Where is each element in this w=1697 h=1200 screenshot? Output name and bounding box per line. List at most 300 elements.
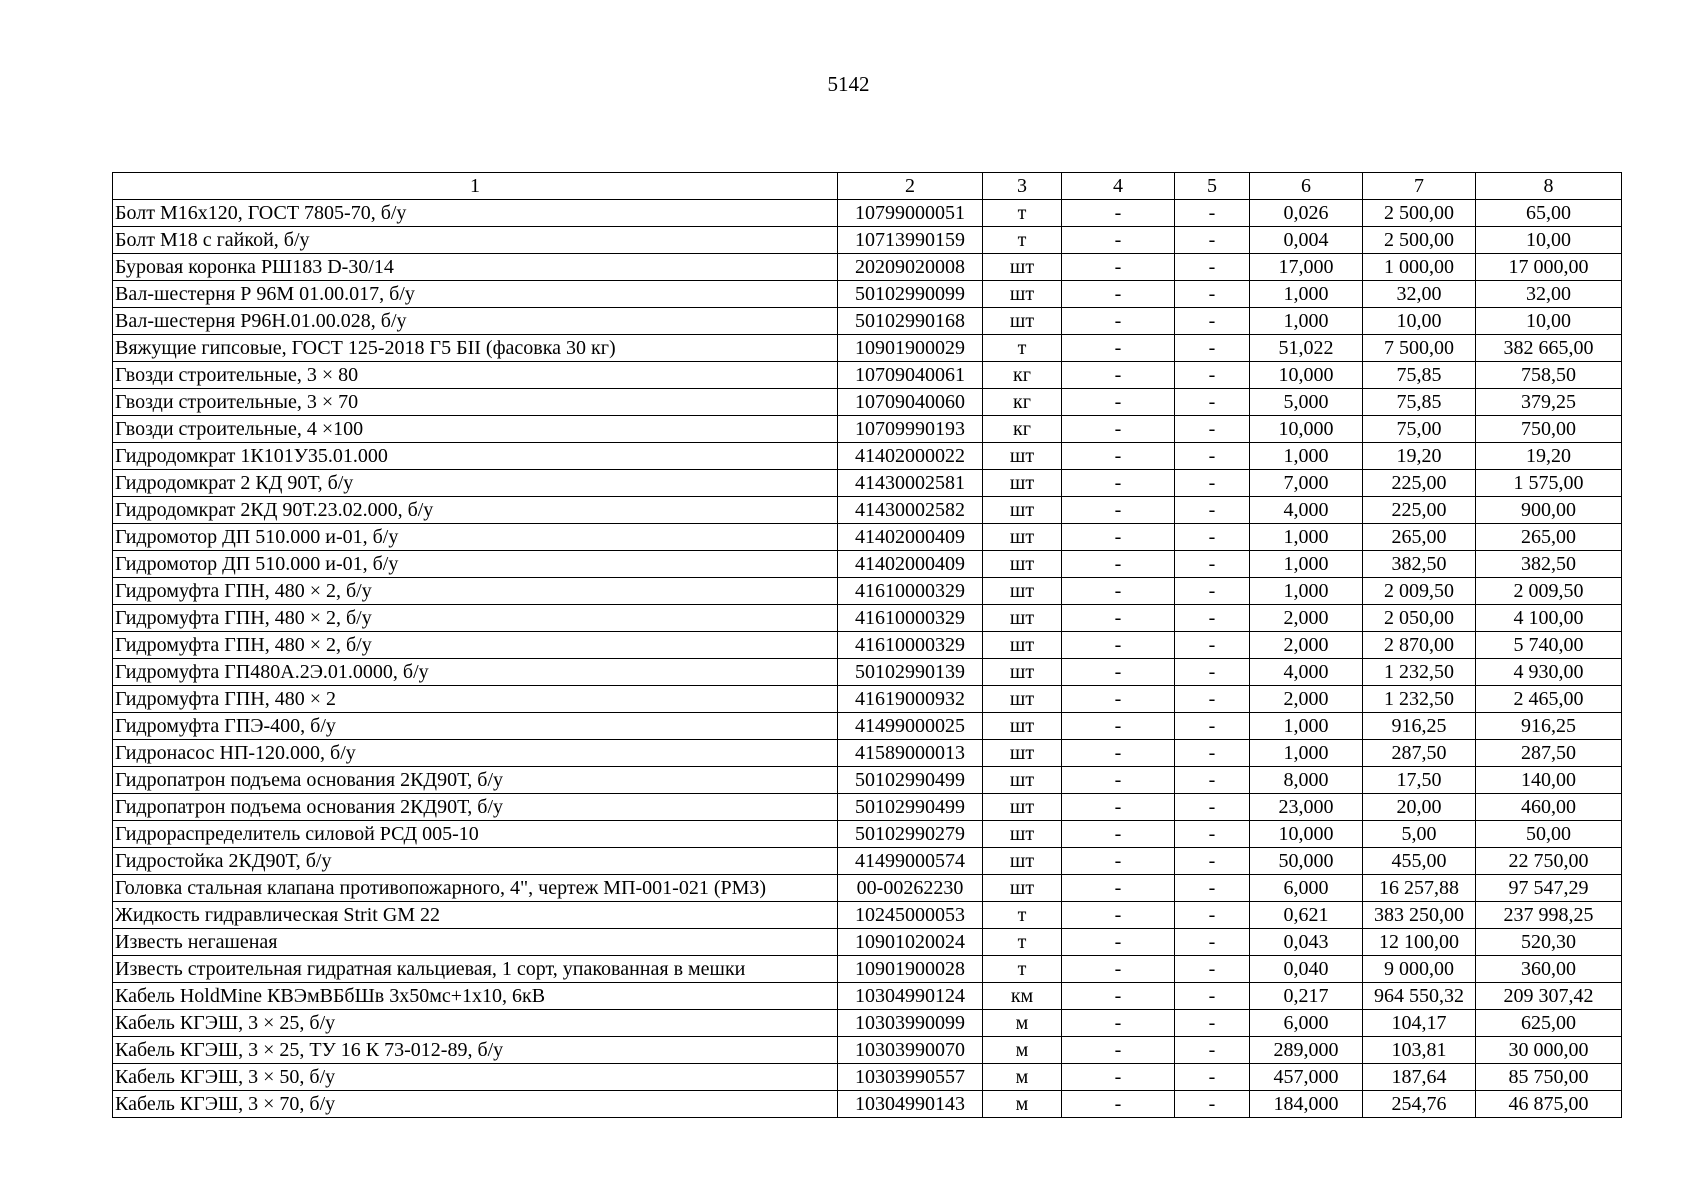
col5-cell: - [1175, 956, 1250, 983]
quantity-cell: 1,000 [1250, 713, 1363, 740]
col5-cell: - [1175, 1064, 1250, 1091]
col5-cell: - [1175, 281, 1250, 308]
sum-cell: 360,00 [1476, 956, 1622, 983]
unit-cell: шт [983, 578, 1062, 605]
item-code-cell: 10304990143 [838, 1091, 983, 1118]
table-row [113, 929, 1622, 956]
col4-cell: - [1062, 740, 1175, 767]
quantity-cell: 10,000 [1250, 416, 1363, 443]
quantity-cell: 10,000 [1250, 362, 1363, 389]
col4-cell: - [1062, 308, 1175, 335]
table-row [113, 281, 1622, 308]
quantity-cell: 1,000 [1250, 578, 1363, 605]
table-row [113, 848, 1622, 875]
item-name-cell: Гидропатрон подъема основания 2КД90Т, б/у [113, 794, 838, 821]
table-row [113, 200, 1622, 227]
unit-cell: т [983, 956, 1062, 983]
item-code-cell: 10245000053 [838, 902, 983, 929]
price-cell: 287,50 [1363, 740, 1476, 767]
col5-cell: - [1175, 686, 1250, 713]
table-body [113, 200, 1622, 1118]
col4-cell: - [1062, 335, 1175, 362]
col5-cell: - [1175, 389, 1250, 416]
item-name-cell: Гидромуфта ГПН, 480 × 2 [113, 686, 838, 713]
price-cell: 964 550,32 [1363, 983, 1476, 1010]
sum-cell: 65,00 [1476, 200, 1622, 227]
item-code-cell: 10303990557 [838, 1064, 983, 1091]
price-cell: 20,00 [1363, 794, 1476, 821]
price-cell: 19,20 [1363, 443, 1476, 470]
col4-cell: - [1062, 200, 1175, 227]
col5-cell: - [1175, 335, 1250, 362]
item-name-cell: Гидромуфта ГПН, 480 × 2, б/у [113, 605, 838, 632]
sum-cell: 2 465,00 [1476, 686, 1622, 713]
col5-cell: - [1175, 848, 1250, 875]
item-name-cell: Гидродомкрат 2КД 90Т.23.02.000, б/у [113, 497, 838, 524]
quantity-cell: 0,043 [1250, 929, 1363, 956]
item-name-cell: Гидродомкрат 2 КД 90Т, б/у [113, 470, 838, 497]
col5-cell: - [1175, 902, 1250, 929]
quantity-cell: 0,217 [1250, 983, 1363, 1010]
unit-cell: шт [983, 605, 1062, 632]
price-cell: 75,85 [1363, 362, 1476, 389]
item-name-cell: Гидронасос НП-120.000, б/у [113, 740, 838, 767]
table-row [113, 875, 1622, 902]
unit-cell: шт [983, 470, 1062, 497]
quantity-cell: 4,000 [1250, 659, 1363, 686]
item-code-cell: 50102990499 [838, 794, 983, 821]
table-row [113, 470, 1622, 497]
unit-cell: шт [983, 740, 1062, 767]
col4-cell: - [1062, 767, 1175, 794]
unit-cell: м [983, 1064, 1062, 1091]
sum-cell: 382,50 [1476, 551, 1622, 578]
table-row [113, 767, 1622, 794]
price-cell: 2 500,00 [1363, 227, 1476, 254]
sum-cell: 750,00 [1476, 416, 1622, 443]
item-code-cell: 41589000013 [838, 740, 983, 767]
table-row [113, 1064, 1622, 1091]
item-name-cell: Гидромуфта ГПН, 480 × 2, б/у [113, 632, 838, 659]
table-row [113, 902, 1622, 929]
sum-cell: 32,00 [1476, 281, 1622, 308]
item-code-cell: 20209020008 [838, 254, 983, 281]
item-code-cell: 50102990279 [838, 821, 983, 848]
unit-cell: шт [983, 632, 1062, 659]
price-cell: 1 232,50 [1363, 659, 1476, 686]
col4-cell: - [1062, 254, 1175, 281]
sum-cell: 900,00 [1476, 497, 1622, 524]
item-name-cell: Жидкость гидравлическая Strit GM 22 [113, 902, 838, 929]
quantity-cell: 7,000 [1250, 470, 1363, 497]
table-row [113, 821, 1622, 848]
item-name-cell: Головка стальная клапана противопожарного, 4", чертеж МП-001-021 (РМЗ) [113, 875, 838, 902]
col5-cell: - [1175, 713, 1250, 740]
column-header: 4 [1062, 173, 1175, 200]
sum-cell: 625,00 [1476, 1010, 1622, 1037]
col4-cell: - [1062, 956, 1175, 983]
col5-cell: - [1175, 578, 1250, 605]
col4-cell: - [1062, 443, 1175, 470]
table-row [113, 443, 1622, 470]
price-cell: 12 100,00 [1363, 929, 1476, 956]
item-code-cell: 10709040060 [838, 389, 983, 416]
table-row [113, 659, 1622, 686]
col5-cell: - [1175, 1010, 1250, 1037]
quantity-cell: 1,000 [1250, 524, 1363, 551]
col5-cell: - [1175, 443, 1250, 470]
price-cell: 382,50 [1363, 551, 1476, 578]
col4-cell: - [1062, 470, 1175, 497]
price-cell: 225,00 [1363, 497, 1476, 524]
unit-cell: м [983, 1037, 1062, 1064]
item-code-cell: 41430002582 [838, 497, 983, 524]
unit-cell: шт [983, 767, 1062, 794]
column-header: 3 [983, 173, 1062, 200]
col5-cell: - [1175, 308, 1250, 335]
item-name-cell: Гидромотор ДП 510.000 и-01, б/у [113, 524, 838, 551]
sum-cell: 265,00 [1476, 524, 1622, 551]
col4-cell: - [1062, 281, 1175, 308]
unit-cell: шт [983, 308, 1062, 335]
col4-cell: - [1062, 794, 1175, 821]
unit-cell: км [983, 983, 1062, 1010]
price-cell: 1 232,50 [1363, 686, 1476, 713]
col5-cell: - [1175, 632, 1250, 659]
price-cell: 2 009,50 [1363, 578, 1476, 605]
quantity-cell: 1,000 [1250, 443, 1363, 470]
table-row [113, 1010, 1622, 1037]
price-cell: 103,81 [1363, 1037, 1476, 1064]
table-row [113, 740, 1622, 767]
table-row [113, 1091, 1622, 1118]
unit-cell: шт [983, 281, 1062, 308]
sum-cell: 4 100,00 [1476, 605, 1622, 632]
item-code-cell: 41402000022 [838, 443, 983, 470]
quantity-cell: 5,000 [1250, 389, 1363, 416]
col4-cell: - [1062, 605, 1175, 632]
sum-cell: 379,25 [1476, 389, 1622, 416]
item-code-cell: 41619000932 [838, 686, 983, 713]
quantity-cell: 1,000 [1250, 308, 1363, 335]
table-row [113, 983, 1622, 1010]
price-cell: 916,25 [1363, 713, 1476, 740]
unit-cell: шт [983, 659, 1062, 686]
item-name-cell: Вяжущие гипсовые, ГОСТ 125-2018 Г5 БII (фасовка 30 кг) [113, 335, 838, 362]
item-name-cell: Гвозди строительные, 4 ×100 [113, 416, 838, 443]
item-code-cell: 50102990499 [838, 767, 983, 794]
table-row [113, 794, 1622, 821]
price-cell: 2 050,00 [1363, 605, 1476, 632]
item-name-cell: Гвозди строительные, 3 × 70 [113, 389, 838, 416]
col5-cell: - [1175, 794, 1250, 821]
table-row [113, 713, 1622, 740]
item-code-cell: 10901900028 [838, 956, 983, 983]
item-name-cell: Гидромотор ДП 510.000 и-01, б/у [113, 551, 838, 578]
sum-cell: 520,30 [1476, 929, 1622, 956]
table-row [113, 551, 1622, 578]
quantity-cell: 457,000 [1250, 1064, 1363, 1091]
quantity-cell: 23,000 [1250, 794, 1363, 821]
sum-cell: 22 750,00 [1476, 848, 1622, 875]
price-cell: 455,00 [1363, 848, 1476, 875]
price-cell: 9 000,00 [1363, 956, 1476, 983]
column-header: 1 [113, 173, 838, 200]
col5-cell: - [1175, 767, 1250, 794]
unit-cell: шт [983, 524, 1062, 551]
item-name-cell: Известь негашеная [113, 929, 838, 956]
quantity-cell: 0,026 [1250, 200, 1363, 227]
sum-cell: 4 930,00 [1476, 659, 1622, 686]
item-name-cell: Вал-шестерня Р 96М 01.00.017, б/у [113, 281, 838, 308]
sum-cell: 1 575,00 [1476, 470, 1622, 497]
price-cell: 32,00 [1363, 281, 1476, 308]
unit-cell: шт [983, 713, 1062, 740]
column-header: 7 [1363, 173, 1476, 200]
quantity-cell: 2,000 [1250, 686, 1363, 713]
table-row [113, 362, 1622, 389]
unit-cell: шт [983, 875, 1062, 902]
quantity-cell: 4,000 [1250, 497, 1363, 524]
col4-cell: - [1062, 983, 1175, 1010]
item-name-cell: Кабель КГЭШ, 3 × 70, б/у [113, 1091, 838, 1118]
sum-cell: 97 547,29 [1476, 875, 1622, 902]
sum-cell: 140,00 [1476, 767, 1622, 794]
table-row [113, 227, 1622, 254]
unit-cell: т [983, 902, 1062, 929]
quantity-cell: 2,000 [1250, 632, 1363, 659]
item-code-cell: 10304990124 [838, 983, 983, 1010]
item-code-cell: 00-00262230 [838, 875, 983, 902]
item-code-cell: 10901020024 [838, 929, 983, 956]
table-row [113, 956, 1622, 983]
sum-cell: 50,00 [1476, 821, 1622, 848]
unit-cell: т [983, 929, 1062, 956]
column-header: 8 [1476, 173, 1622, 200]
quantity-cell: 289,000 [1250, 1037, 1363, 1064]
col5-cell: - [1175, 1091, 1250, 1118]
item-code-cell: 50102990168 [838, 308, 983, 335]
item-name-cell: Гидрораспределитель силовой РСД 005-10 [113, 821, 838, 848]
col5-cell: - [1175, 875, 1250, 902]
sum-cell: 5 740,00 [1476, 632, 1622, 659]
col5-cell: - [1175, 1037, 1250, 1064]
col4-cell: - [1062, 578, 1175, 605]
price-cell: 2 870,00 [1363, 632, 1476, 659]
unit-cell: шт [983, 686, 1062, 713]
col4-cell: - [1062, 848, 1175, 875]
col5-cell: - [1175, 470, 1250, 497]
col5-cell: - [1175, 929, 1250, 956]
price-cell: 7 500,00 [1363, 335, 1476, 362]
col4-cell: - [1062, 875, 1175, 902]
unit-cell: шт [983, 497, 1062, 524]
item-code-cell: 50102990139 [838, 659, 983, 686]
quantity-cell: 184,000 [1250, 1091, 1363, 1118]
table-row [113, 497, 1622, 524]
sum-cell: 85 750,00 [1476, 1064, 1622, 1091]
sum-cell: 287,50 [1476, 740, 1622, 767]
table-row [113, 1037, 1622, 1064]
table-row [113, 686, 1622, 713]
quantity-cell: 1,000 [1250, 551, 1363, 578]
sum-cell: 19,20 [1476, 443, 1622, 470]
item-name-cell: Гвозди строительные, 3 × 80 [113, 362, 838, 389]
col4-cell: - [1062, 497, 1175, 524]
item-name-cell: Известь строительная гидратная кальциевая, 1 сорт, упакованная в мешки [113, 956, 838, 983]
table-header-row [113, 173, 1622, 200]
item-name-cell: Буровая коронка РШ183 D-30/14 [113, 254, 838, 281]
price-cell: 75,85 [1363, 389, 1476, 416]
col5-cell: - [1175, 605, 1250, 632]
item-code-cell: 41402000409 [838, 524, 983, 551]
table-row [113, 416, 1622, 443]
col4-cell: - [1062, 551, 1175, 578]
col5-cell: - [1175, 416, 1250, 443]
unit-cell: шт [983, 443, 1062, 470]
sum-cell: 382 665,00 [1476, 335, 1622, 362]
item-code-cell: 41610000329 [838, 605, 983, 632]
table-row [113, 578, 1622, 605]
item-name-cell: Кабель HoldMine КВЭмВБбШв 3х50мс+1х10, 6кВ [113, 983, 838, 1010]
quantity-cell: 17,000 [1250, 254, 1363, 281]
sum-cell: 237 998,25 [1476, 902, 1622, 929]
price-cell: 225,00 [1363, 470, 1476, 497]
column-header: 5 [1175, 173, 1250, 200]
item-name-cell: Болт М16х120, ГОСТ 7805-70, б/у [113, 200, 838, 227]
table-row [113, 389, 1622, 416]
unit-cell: кг [983, 362, 1062, 389]
sum-cell: 2 009,50 [1476, 578, 1622, 605]
price-cell: 16 257,88 [1363, 875, 1476, 902]
item-name-cell: Кабель КГЭШ, 3 × 25, ТУ 16 К 73-012-89, б/у [113, 1037, 838, 1064]
quantity-cell: 1,000 [1250, 281, 1363, 308]
price-cell: 254,76 [1363, 1091, 1476, 1118]
col5-cell: - [1175, 200, 1250, 227]
sum-cell: 46 875,00 [1476, 1091, 1622, 1118]
price-cell: 1 000,00 [1363, 254, 1476, 281]
col5-cell: - [1175, 551, 1250, 578]
price-cell: 265,00 [1363, 524, 1476, 551]
col5-cell: - [1175, 983, 1250, 1010]
table-row [113, 605, 1622, 632]
inventory-table [112, 172, 1622, 1118]
quantity-cell: 0,004 [1250, 227, 1363, 254]
col5-cell: - [1175, 227, 1250, 254]
col4-cell: - [1062, 902, 1175, 929]
col4-cell: - [1062, 1091, 1175, 1118]
item-name-cell: Гидростойка 2КД90Т, б/у [113, 848, 838, 875]
sum-cell: 209 307,42 [1476, 983, 1622, 1010]
col4-cell: - [1062, 713, 1175, 740]
unit-cell: шт [983, 254, 1062, 281]
col5-cell: - [1175, 362, 1250, 389]
unit-cell: т [983, 200, 1062, 227]
sum-cell: 10,00 [1476, 308, 1622, 335]
col4-cell: - [1062, 659, 1175, 686]
unit-cell: шт [983, 551, 1062, 578]
quantity-cell: 10,000 [1250, 821, 1363, 848]
col5-cell: - [1175, 821, 1250, 848]
item-name-cell: Гидропатрон подъема основания 2КД90Т, б/у [113, 767, 838, 794]
item-code-cell: 41610000329 [838, 632, 983, 659]
unit-cell: т [983, 335, 1062, 362]
unit-cell: кг [983, 416, 1062, 443]
col4-cell: - [1062, 821, 1175, 848]
price-cell: 187,64 [1363, 1064, 1476, 1091]
table-row [113, 632, 1622, 659]
item-code-cell: 10713990159 [838, 227, 983, 254]
item-code-cell: 41499000574 [838, 848, 983, 875]
sum-cell: 10,00 [1476, 227, 1622, 254]
col4-cell: - [1062, 929, 1175, 956]
item-code-cell: 10303990099 [838, 1010, 983, 1037]
page-number: 5142 [827, 72, 870, 96]
sum-cell: 758,50 [1476, 362, 1622, 389]
quantity-cell: 51,022 [1250, 335, 1363, 362]
unit-cell: шт [983, 794, 1062, 821]
item-code-cell: 10709990193 [838, 416, 983, 443]
item-name-cell: Гидродомкрат 1К101У35.01.000 [113, 443, 838, 470]
col5-cell: - [1175, 659, 1250, 686]
table-row [113, 254, 1622, 281]
quantity-cell: 6,000 [1250, 875, 1363, 902]
price-cell: 383 250,00 [1363, 902, 1476, 929]
unit-cell: кг [983, 389, 1062, 416]
item-name-cell: Гидромуфта ГПЭ-400, б/у [113, 713, 838, 740]
col4-cell: - [1062, 227, 1175, 254]
price-cell: 5,00 [1363, 821, 1476, 848]
col5-cell: - [1175, 497, 1250, 524]
quantity-cell: 2,000 [1250, 605, 1363, 632]
quantity-cell: 8,000 [1250, 767, 1363, 794]
item-code-cell: 50102990099 [838, 281, 983, 308]
col4-cell: - [1062, 524, 1175, 551]
price-cell: 10,00 [1363, 308, 1476, 335]
table-row [113, 308, 1622, 335]
col4-cell: - [1062, 362, 1175, 389]
sum-cell: 916,25 [1476, 713, 1622, 740]
table-row [113, 524, 1622, 551]
col4-cell: - [1062, 416, 1175, 443]
col4-cell: - [1062, 1010, 1175, 1037]
col5-cell: - [1175, 254, 1250, 281]
col5-cell: - [1175, 740, 1250, 767]
item-name-cell: Гидромуфта ГПН, 480 × 2, б/у [113, 578, 838, 605]
column-header: 2 [838, 173, 983, 200]
quantity-cell: 6,000 [1250, 1010, 1363, 1037]
item-code-cell: 10901900029 [838, 335, 983, 362]
col4-cell: - [1062, 389, 1175, 416]
column-header: 6 [1250, 173, 1363, 200]
item-code-cell: 41499000025 [838, 713, 983, 740]
col4-cell: - [1062, 1064, 1175, 1091]
item-name-cell: Болт М18 с гайкой, б/у [113, 227, 838, 254]
unit-cell: м [983, 1091, 1062, 1118]
item-code-cell: 41610000329 [838, 578, 983, 605]
unit-cell: шт [983, 848, 1062, 875]
quantity-cell: 0,621 [1250, 902, 1363, 929]
price-cell: 104,17 [1363, 1010, 1476, 1037]
sum-cell: 460,00 [1476, 794, 1622, 821]
quantity-cell: 1,000 [1250, 740, 1363, 767]
col4-cell: - [1062, 632, 1175, 659]
item-code-cell: 10303990070 [838, 1037, 983, 1064]
item-name-cell: Кабель КГЭШ, 3 × 25, б/у [113, 1010, 838, 1037]
col4-cell: - [1062, 686, 1175, 713]
price-cell: 2 500,00 [1363, 200, 1476, 227]
price-cell: 17,50 [1363, 767, 1476, 794]
